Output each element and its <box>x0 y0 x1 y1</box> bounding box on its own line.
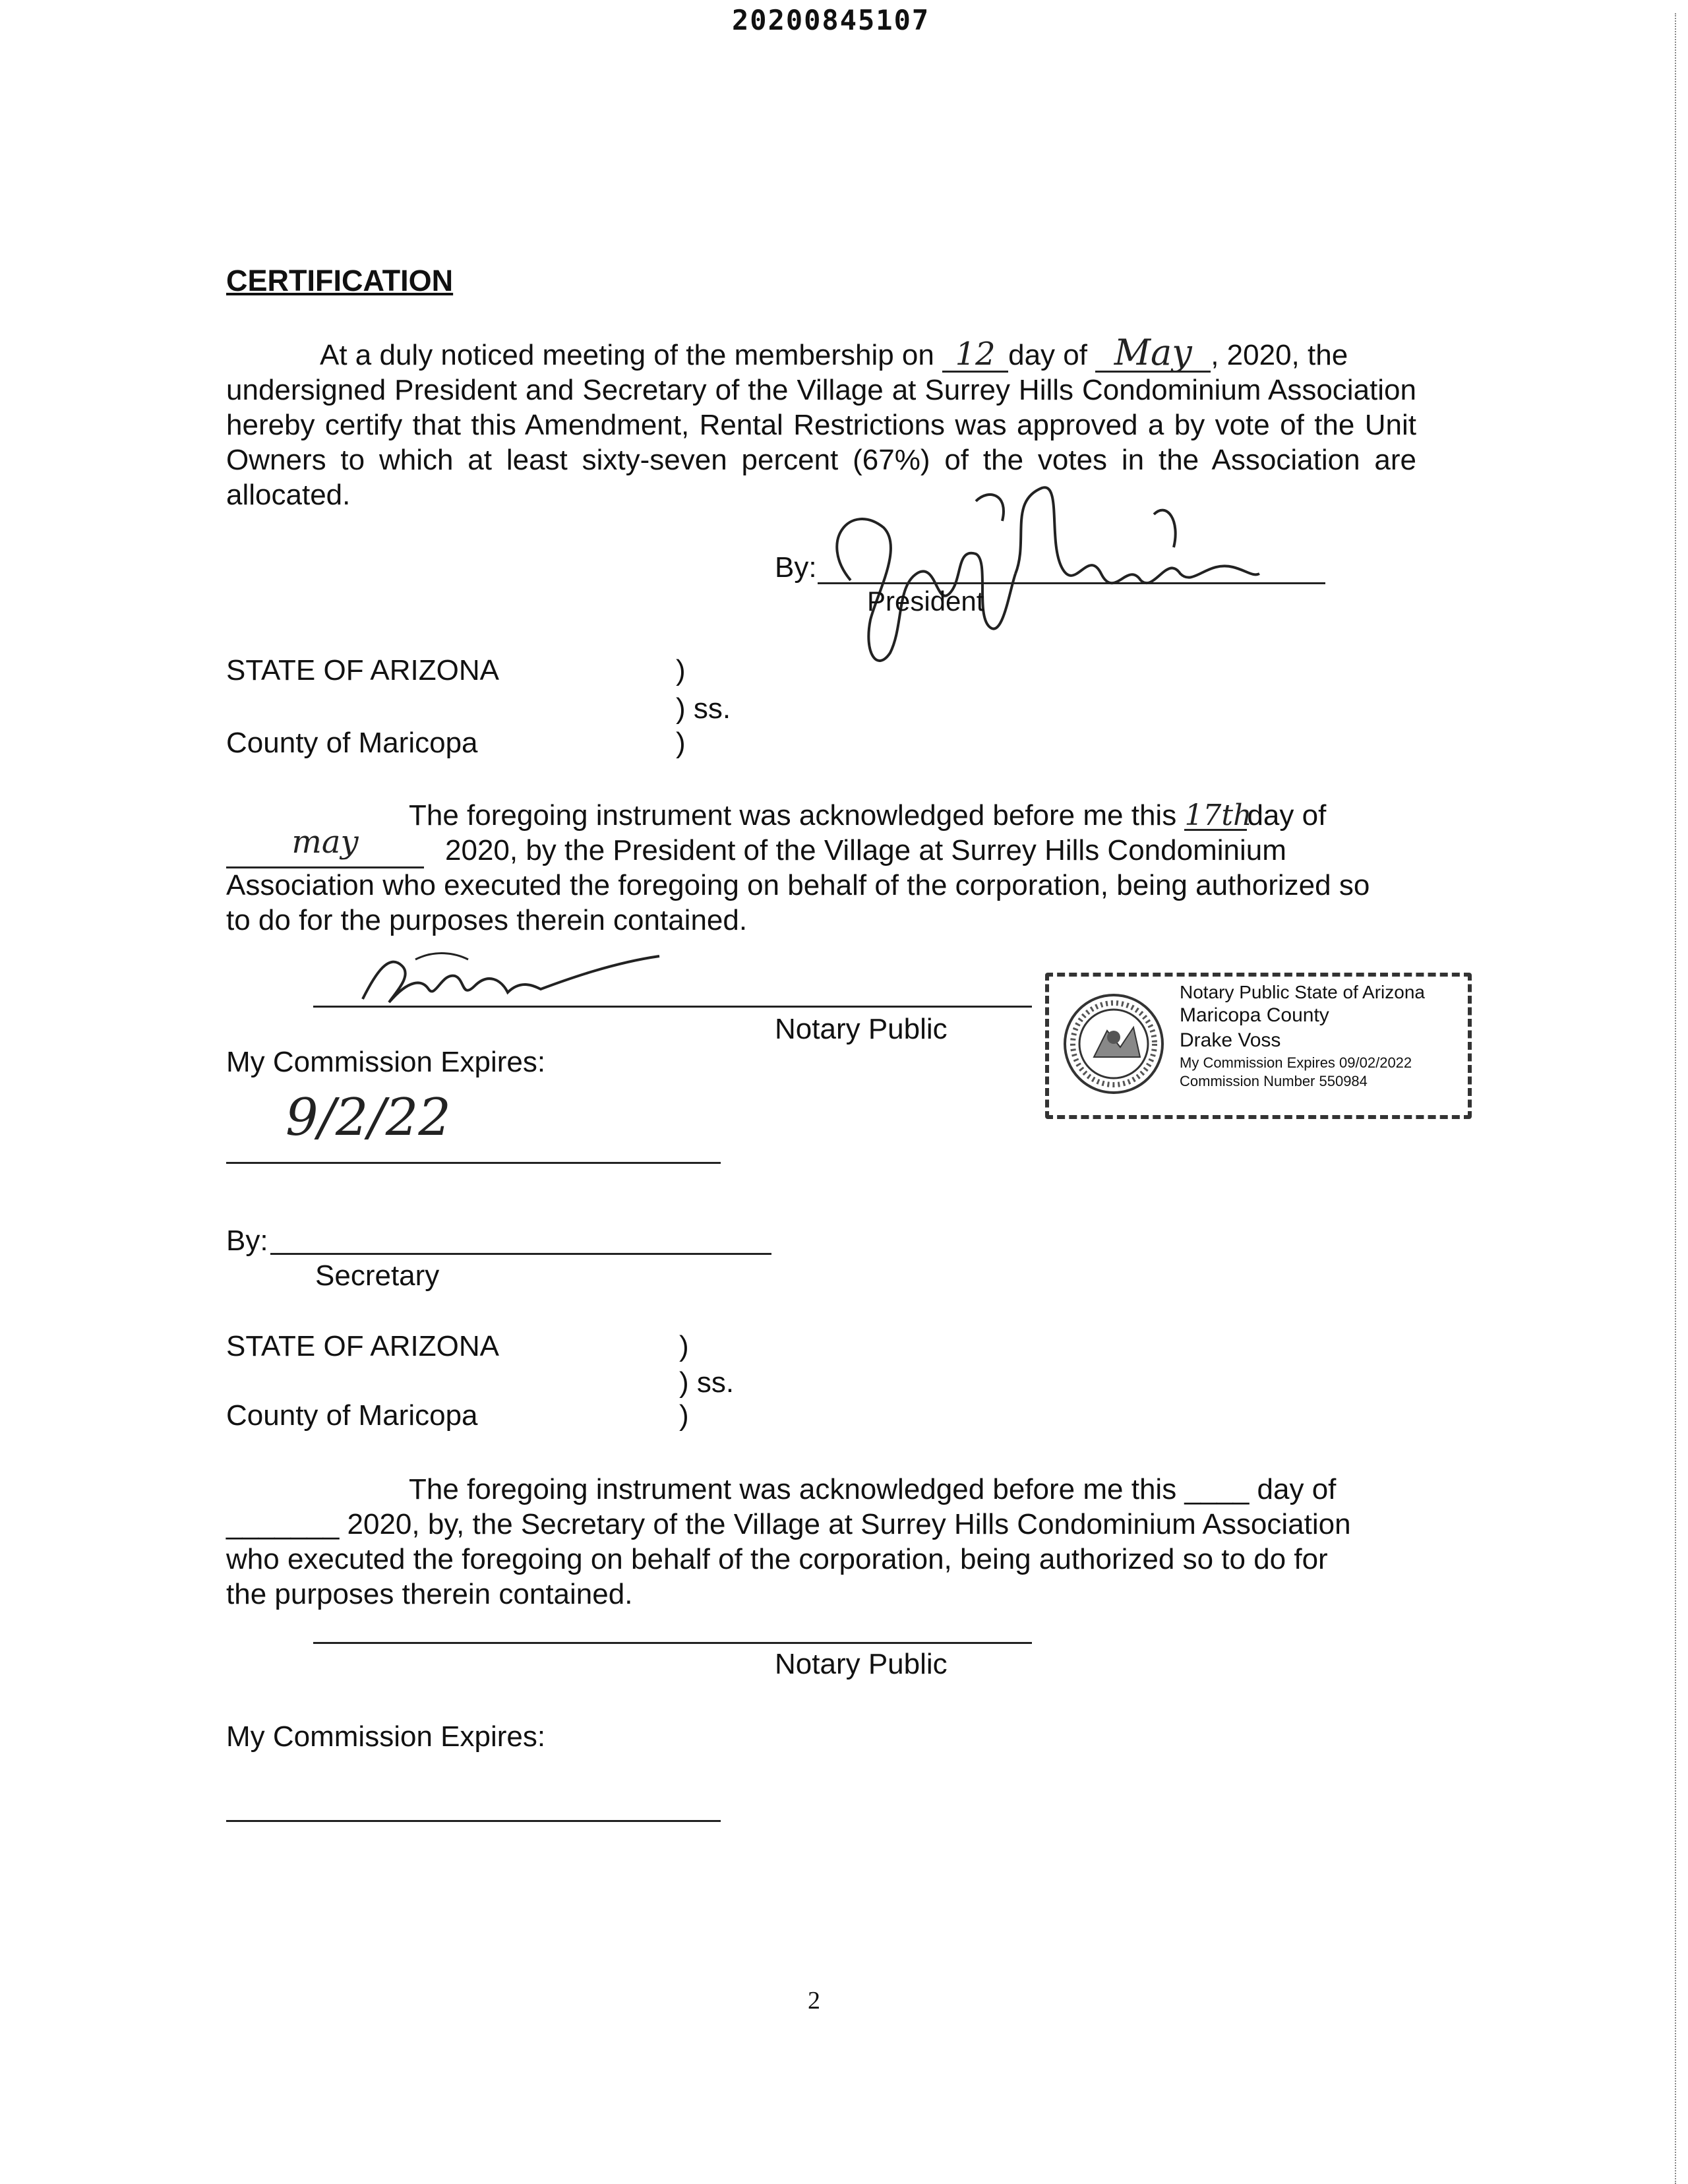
ack2-commission-date-line <box>226 1820 721 1822</box>
ack2-line-4: the purposes therein contained. <box>226 1578 633 1610</box>
notary-seal-icon <box>1061 991 1166 1097</box>
ack1-line-3: Association who executed the foregoing on behalf of the corporation, being authorized so <box>226 869 1370 901</box>
ack2-line-3: who executed the foregoing on behalf of the corporation, being authorized so to do for <box>226 1543 1328 1575</box>
cert-text-b: day of <box>1008 339 1087 371</box>
president-signature <box>811 462 1273 679</box>
venue2-state: STATE OF ARIZONA <box>226 1330 499 1362</box>
cert-text-c: , 2020, the <box>1211 339 1348 371</box>
venue2-paren-3: ) <box>679 1399 689 1432</box>
president-title: President <box>867 586 984 617</box>
venue2-ss: ) ss. <box>679 1366 735 1399</box>
cert-first-line <box>320 332 1348 373</box>
ack1-text-a: The foregoing instrument was acknowledged before me this <box>409 799 1177 832</box>
page-number: 2 <box>808 1987 820 2015</box>
stamp-line-2: Maricopa County <box>1180 1004 1329 1026</box>
cert-paragraph: undersigned President and Secretary of the Village at Surrey Hills Condominium Association hereby certify that this Amendment, Rental Restrictions was approved a by vote of the Unit Owners to which at least sixty-seven percent (67%) of the votes in the Association are allocated. <box>226 374 1416 511</box>
ack1-commission-label: My Commission Expires: <box>226 1046 546 1078</box>
stamp-line-4: My Commission Expires 09/02/2022 <box>1180 1054 1412 1071</box>
venue1-paren-3: ) <box>676 727 686 759</box>
cert-month-handwritten: May <box>1095 338 1211 373</box>
ack2-notary-public-label: Notary Public <box>775 1648 948 1680</box>
certification-heading: CERTIFICATION <box>226 264 454 297</box>
notary-stamp <box>1045 973 1472 1119</box>
ack1-day-handwritten: 17th <box>1184 799 1252 832</box>
ack1-commission-date-handwritten: 9/2/22 <box>226 1088 721 1164</box>
president-by-label: By: <box>775 551 817 584</box>
ack1-text-b: day of <box>1247 799 1327 832</box>
notary-signature <box>349 940 679 1012</box>
stamp-line-1: Notary Public State of Arizona <box>1180 982 1425 1002</box>
ack1-line-2: 2020, by the President of the Village at Surrey Hills Condominium <box>445 834 1286 866</box>
venue1-paren-1: ) <box>676 654 686 686</box>
ack1-notary-signature-line <box>313 1006 1032 1008</box>
ack1-line-4: to do for the purposes therein contained. <box>226 904 748 936</box>
ack1-line-1 <box>409 798 1326 833</box>
venue1-ss: ) ss. <box>676 692 731 725</box>
ack2-line-2: _______ 2020, by, the Secretary of the Village at Surrey Hills Condominium Association <box>226 1508 1351 1540</box>
ack2-notary-signature-line <box>313 1642 1032 1644</box>
ack2-commission-label: My Commission Expires: <box>226 1720 546 1753</box>
secretary-signature-line <box>270 1253 771 1255</box>
cert-day-handwritten: 12 <box>942 339 1008 373</box>
stamp-line-5: Commission Number 550984 <box>1180 1073 1368 1089</box>
cert-text-a: At a duly noticed meeting of the membership on <box>320 339 934 371</box>
venue2-paren-1: ) <box>679 1330 689 1362</box>
ack1-notary-public-label: Notary Public <box>775 1013 948 1045</box>
scan-edge-line <box>1675 13 1676 2184</box>
ack1-month-handwritten: may <box>226 826 424 868</box>
venue2-county: County of Maricopa <box>226 1399 478 1432</box>
venue1-state: STATE OF ARIZONA <box>226 654 499 686</box>
venue1-county: County of Maricopa <box>226 727 478 759</box>
stamp-line-3: Drake Voss <box>1180 1029 1281 1051</box>
secretary-by-label: By: <box>226 1225 268 1257</box>
secretary-title: Secretary <box>315 1259 440 1292</box>
ack2-line-1: The foregoing instrument was acknowledged before me this ____ day of <box>409 1473 1337 1505</box>
document-number: 20200845107 <box>732 4 930 36</box>
